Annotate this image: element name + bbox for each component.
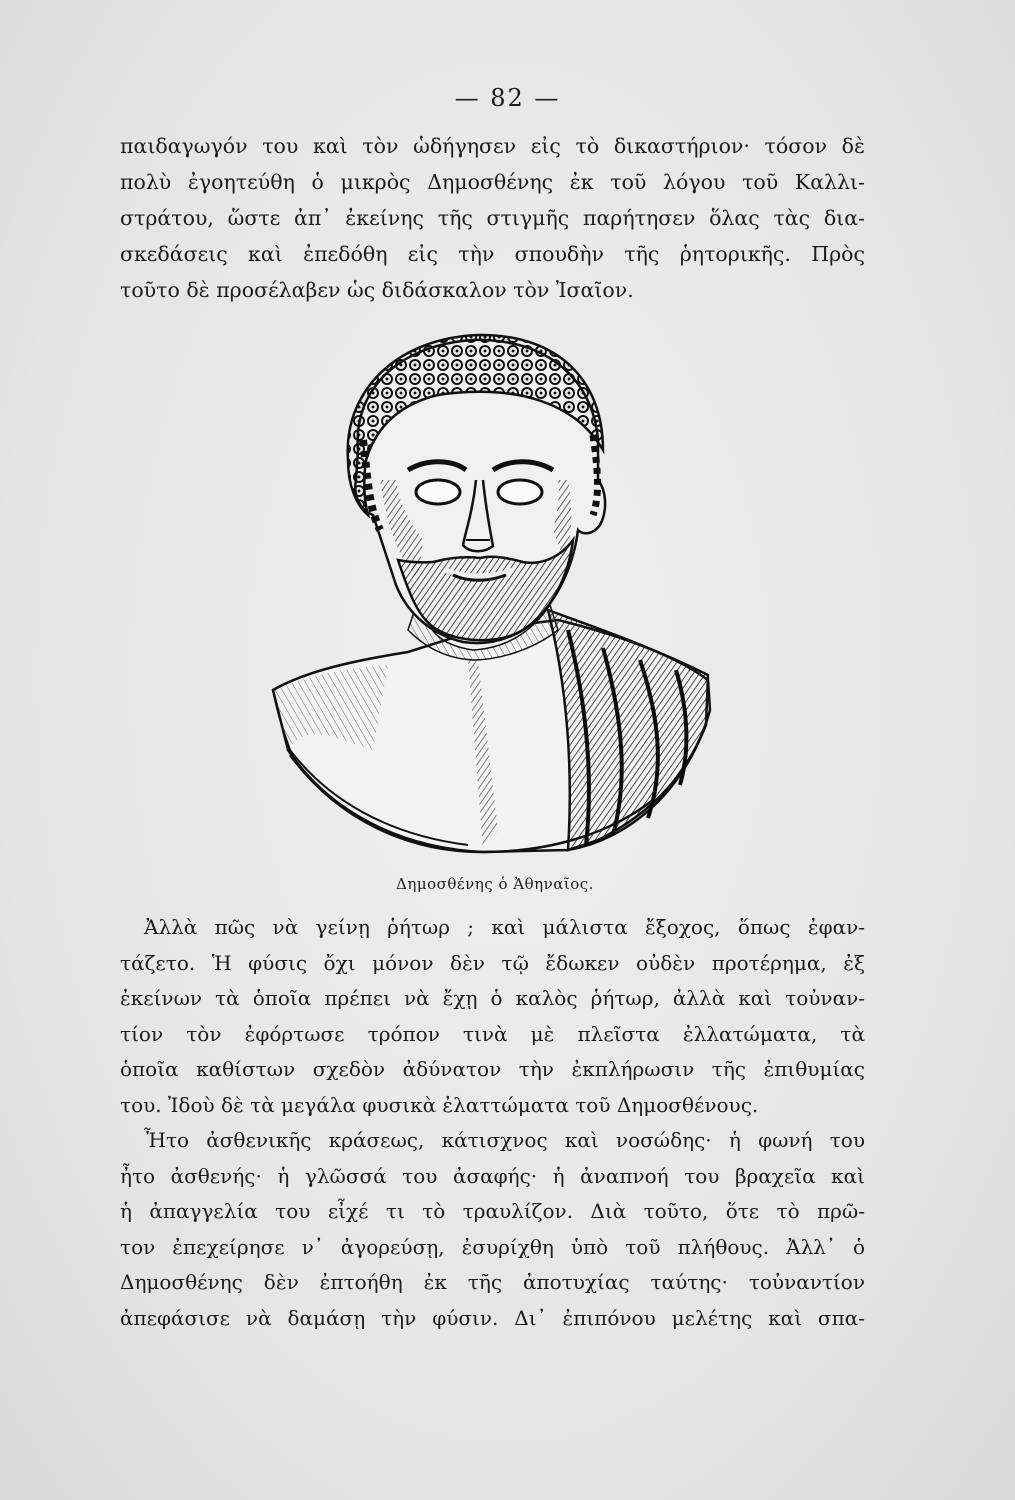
text-line: πολὺ ἐγοητεύθη ὁ μικρὸς Δημοσθένης ἐκ τοῦ λόγου τοῦ Καλλι- — [120, 170, 865, 194]
text-line: ἐκείνων τὰ ὁποῖα πρέπει νὰ ἔχῃ ὁ καλὸς ῥήτωρ, ἀλλὰ καὶ τοὐναν- — [120, 986, 865, 1010]
text-line: τάζετο. Ἡ φύσις ὄχι μόνον δὲν τῷ ἔδωκεν οὐδὲν προτέρημα, ἐξ — [120, 950, 865, 975]
text-line: τον ἐπεχείρησε ν᾽ ἀγορεύσῃ, ἐσυρίχθη ὑπὸ τοῦ πλήθους. Ἀλλ᾽ ὁ — [120, 1234, 865, 1259]
page-number: — 82 — — [454, 84, 561, 112]
text-line: στράτου, ὥστε ἀπ᾽ ἐκείνης τῆς στιγμῆς παρήτησεν ὅλας τὰς δια- — [120, 206, 865, 230]
text-line: τοῦτο δὲ προσέλαβεν ὡς διδάσκαλον τὸν Ἰσαῖον. — [120, 278, 634, 302]
text-line: σκεδάσεις καὶ ἐπεδόθη εἰς τὴν σπουδὴν τῆς ῥητορικῆς. Πρὸς — [120, 242, 865, 266]
text-line: Δημοσθένης δὲν ἐπτοήθη ἐκ τῆς ἀποτυχίας ταύτης· τοὐναντίον — [120, 1270, 865, 1294]
bottom-paragraphs — [120, 910, 865, 1336]
text-line: ἀπεφάσισε νὰ δαμάσῃ τὴν φύσιν. Δι᾽ ἐπιπόνου μελέτης καὶ σπα- — [120, 1305, 865, 1330]
text-line: τίον τὸν ἐφόρτωσε τρόπον τινὰ μὲ πλεῖστα ἐλλατώματα, τὰ — [120, 1021, 865, 1046]
text-line: ἦτο ἀσθενής· ἡ γλῶσσά του ἀσαφής· ἡ ἀναπνοή του βραχεῖα καὶ — [120, 1163, 865, 1188]
text-line: ἡ ἀπαγγελία του εἶχέ τι τὸ τραυλίζον. Διὰ τοῦτο, ὅτε τὸ πρῶ- — [120, 1199, 865, 1223]
text-line: Ἀλλὰ πῶς νὰ γείνῃ ῥήτωρ ; καὶ μάλιστα ἔξοχος, ὅπως ἐφαν- — [144, 915, 865, 939]
bust-right-eye — [498, 480, 542, 504]
demosthenes-bust-engraving — [268, 330, 718, 860]
figure-caption: Δημοσθένης ὁ Ἀθηναῖος. — [396, 875, 594, 893]
text-line: Ἦτο ἀσθενικῆς κράσεως, κάτισχνος καὶ νοσώδης· ἡ φωνή του — [144, 1128, 865, 1152]
top-paragraph — [120, 128, 865, 308]
text-line: παιδαγωγόν του καὶ τὸν ὡδήγησεν εἰς τὸ δικαστήριον· τόσον δὲ — [120, 134, 865, 158]
text-line: ὁποῖα καθίστων σχεδὸν ἀδύνατον τὴν ἐκπλήρωσιν τῆς ἐπιθυμίας — [120, 1057, 865, 1081]
bust-left-eye — [416, 480, 460, 504]
text-line: του. Ἰδοὺ δὲ τὰ μεγάλα φυσικὰ ἐλαττώματα τοῦ Δημοσθένους. — [120, 1092, 759, 1117]
